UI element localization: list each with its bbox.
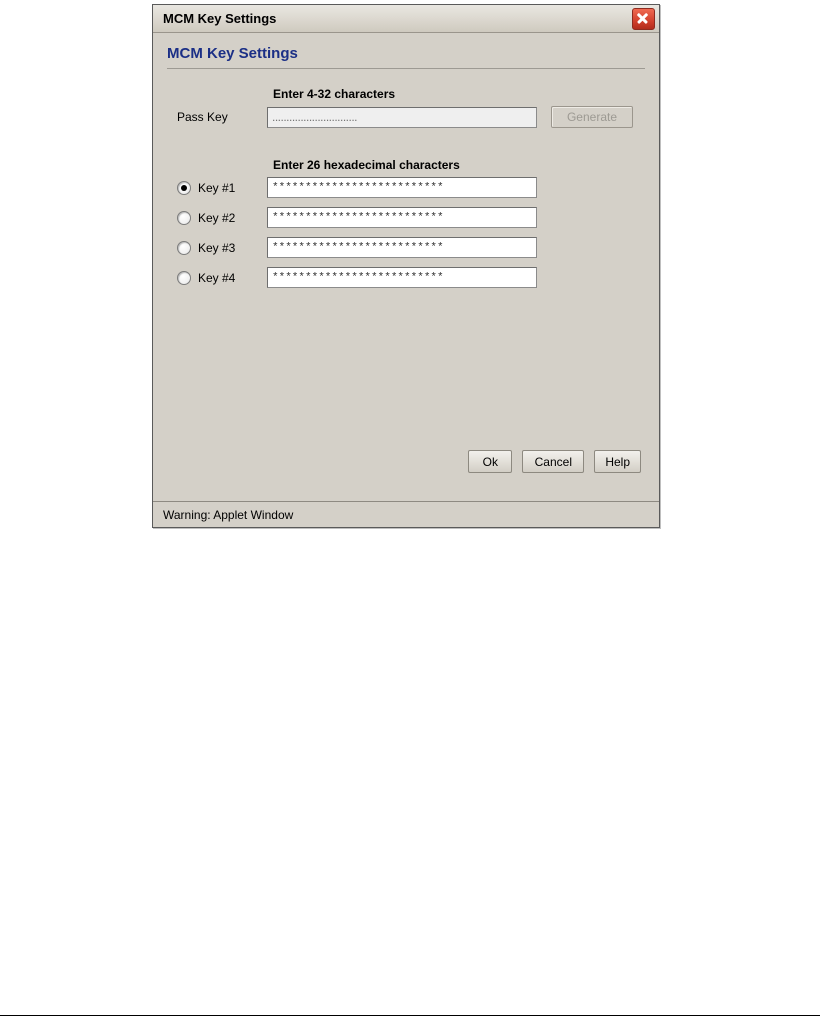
cancel-button[interactable]: Cancel xyxy=(522,450,584,473)
keys-hint: Enter 26 hexadecimal characters xyxy=(273,158,460,172)
radio-key-1[interactable] xyxy=(177,181,191,195)
radio-key-4[interactable] xyxy=(177,271,191,285)
passkey-input[interactable] xyxy=(267,107,537,128)
dialog-button-bar xyxy=(468,450,641,473)
generate-button[interactable]: Generate xyxy=(551,106,633,128)
key-1-label: Key #1 xyxy=(198,180,236,195)
key-2-input[interactable] xyxy=(267,207,537,228)
key-3-label: Key #3 xyxy=(198,240,236,255)
form-content xyxy=(153,69,659,288)
key-3-input[interactable] xyxy=(267,237,537,258)
key-4-radio-label[interactable] xyxy=(171,271,267,285)
key-row-1 xyxy=(171,177,641,198)
ok-button[interactable]: Ok xyxy=(468,450,512,473)
key-1-radio-label[interactable] xyxy=(171,181,267,195)
radio-key-2[interactable] xyxy=(177,211,191,225)
key-4-input[interactable] xyxy=(267,267,537,288)
key-2-label: Key #2 xyxy=(198,210,236,225)
page-bottom-rule xyxy=(0,1015,820,1016)
mcm-key-settings-dialog xyxy=(152,4,660,528)
passkey-label: Pass Key xyxy=(177,110,228,124)
window-title: MCM Key Settings xyxy=(163,11,277,26)
key-3-radio-label[interactable] xyxy=(171,241,267,255)
passkey-hint: Enter 4-32 characters xyxy=(273,87,396,101)
close-icon[interactable] xyxy=(632,8,655,30)
page-title: MCM Key Settings xyxy=(167,45,298,62)
status-bar xyxy=(153,501,659,527)
key-row-4 xyxy=(171,267,641,288)
passkey-row xyxy=(171,106,641,128)
key-2-radio-label[interactable] xyxy=(171,211,267,225)
titlebar xyxy=(153,5,659,33)
radio-key-3[interactable] xyxy=(177,241,191,255)
key-row-3 xyxy=(171,237,641,258)
help-button[interactable]: Help xyxy=(594,450,641,473)
key-row-2 xyxy=(171,207,641,228)
dialog-body xyxy=(153,33,659,527)
key-4-label: Key #4 xyxy=(198,270,236,285)
status-text: Warning: Applet Window xyxy=(163,507,294,522)
key-1-input[interactable] xyxy=(267,177,537,198)
